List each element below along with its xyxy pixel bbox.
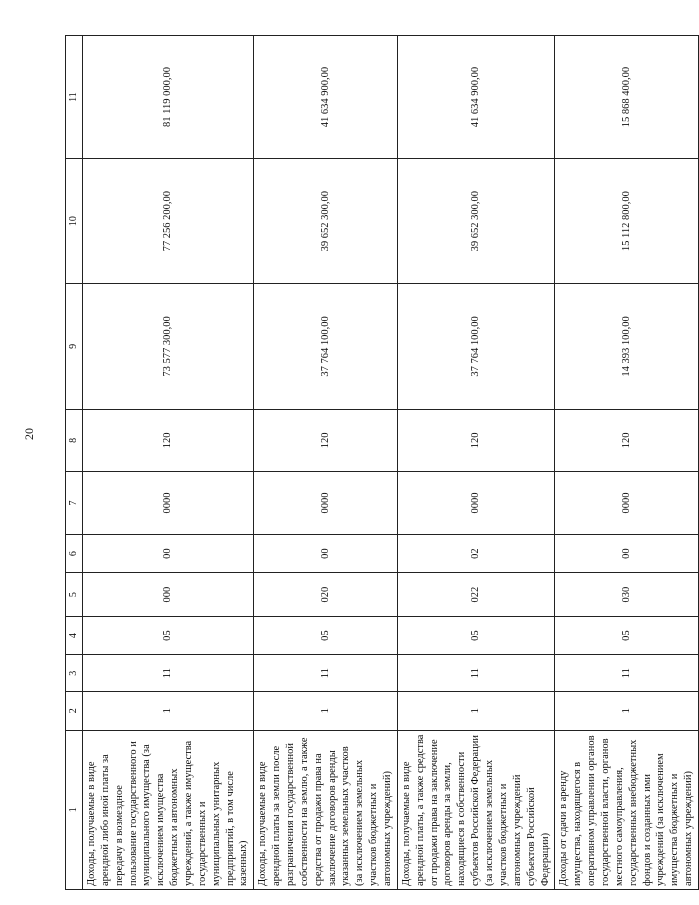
- amount-cell: 41 634 900,00: [254, 36, 398, 159]
- amount-cell: 14 393 100,00: [555, 284, 699, 409]
- rotated-table-container: [65, 35, 695, 890]
- code-cell: 000: [83, 573, 254, 616]
- column-header: 6: [66, 534, 83, 573]
- amount-cell: 77 256 200,00: [83, 159, 254, 284]
- code-cell: 05: [555, 616, 699, 655]
- column-header: 5: [66, 573, 83, 616]
- code-cell: 0000: [254, 472, 398, 535]
- column-header: 3: [66, 655, 83, 691]
- amount-cell: 15 868 400,00: [555, 36, 699, 159]
- header-row: [66, 36, 83, 890]
- code-cell: 1: [555, 691, 699, 730]
- code-cell: 020: [254, 573, 398, 616]
- column-header: 2: [66, 691, 83, 730]
- code-cell: 00: [254, 534, 398, 573]
- code-cell: 00: [555, 534, 699, 573]
- amount-cell: 41 634 900,00: [397, 36, 554, 159]
- code-cell: 0000: [397, 472, 554, 535]
- table-row: [555, 36, 699, 890]
- code-cell: 120: [83, 409, 254, 472]
- amount-cell: 39 652 300,00: [397, 159, 554, 284]
- amount-cell: 81 119 000,00: [83, 36, 254, 159]
- code-cell: 1: [83, 691, 254, 730]
- column-header: 8: [66, 409, 83, 472]
- column-header: 11: [66, 36, 83, 159]
- code-cell: 030: [555, 573, 699, 616]
- code-cell: 120: [397, 409, 554, 472]
- revenue-table: [65, 35, 699, 890]
- code-cell: 0000: [83, 472, 254, 535]
- column-header: 1: [66, 730, 83, 889]
- amount-cell: 73 577 300,00: [83, 284, 254, 409]
- code-cell: 0000: [555, 472, 699, 535]
- table-row: [83, 36, 254, 890]
- column-header: 10: [66, 159, 83, 284]
- column-header: 9: [66, 284, 83, 409]
- amount-cell: 37 764 100,00: [254, 284, 398, 409]
- row-description: Доходы от сдачи в аренду имущества, находящегося в оперативном управлении органов государственной власти, органов местного самоуправления, государственных внебюджетных фондов и созданных ими учреждений (за исключением имущества бюджетных и автономных учреждений): [555, 730, 699, 889]
- code-cell: 1: [397, 691, 554, 730]
- code-cell: 11: [254, 655, 398, 691]
- amount-cell: 15 112 800,00: [555, 159, 699, 284]
- code-cell: 00: [83, 534, 254, 573]
- code-cell: 05: [397, 616, 554, 655]
- code-cell: 120: [555, 409, 699, 472]
- code-cell: 120: [254, 409, 398, 472]
- code-cell: 02: [397, 534, 554, 573]
- table-row: [397, 36, 554, 890]
- page-number: 20: [22, 428, 36, 440]
- code-cell: 1: [254, 691, 398, 730]
- row-description: Доходы, получаемые в виде арендной платы за земли после разграничения государственной собственности на землю, а также средства от продажи права на заключение договоров аренды указанных земельных участков (за исключением земельных участков бюджетных и автономных учреждений): [254, 730, 398, 889]
- code-cell: 05: [83, 616, 254, 655]
- column-header: 4: [66, 616, 83, 655]
- row-description: Доходы, получаемые в виде арендной платы, а также средства от продажи права на заключение договоров аренды за земли, находящиеся в собственности субъектов Российской Федерации (за исключением земельных участков бюджетных и автономных учреждений субъектов Российской Федерации): [397, 730, 554, 889]
- code-cell: 11: [397, 655, 554, 691]
- table-row: [254, 36, 398, 890]
- amount-cell: 39 652 300,00: [254, 159, 398, 284]
- code-cell: 11: [555, 655, 699, 691]
- column-header: 7: [66, 472, 83, 535]
- row-description: Доходы, получаемые в виде арендной либо иной платы за передачу в возмездное пользование государственного и муниципального имущества (за исключением имущества бюджетных и автономных учреждений, а также имущества государственных и муниципальных унитарных предприятий, в том числе казенных): [83, 730, 254, 889]
- amount-cell: 37 764 100,00: [397, 284, 554, 409]
- code-cell: 022: [397, 573, 554, 616]
- code-cell: 11: [83, 655, 254, 691]
- code-cell: 05: [254, 616, 398, 655]
